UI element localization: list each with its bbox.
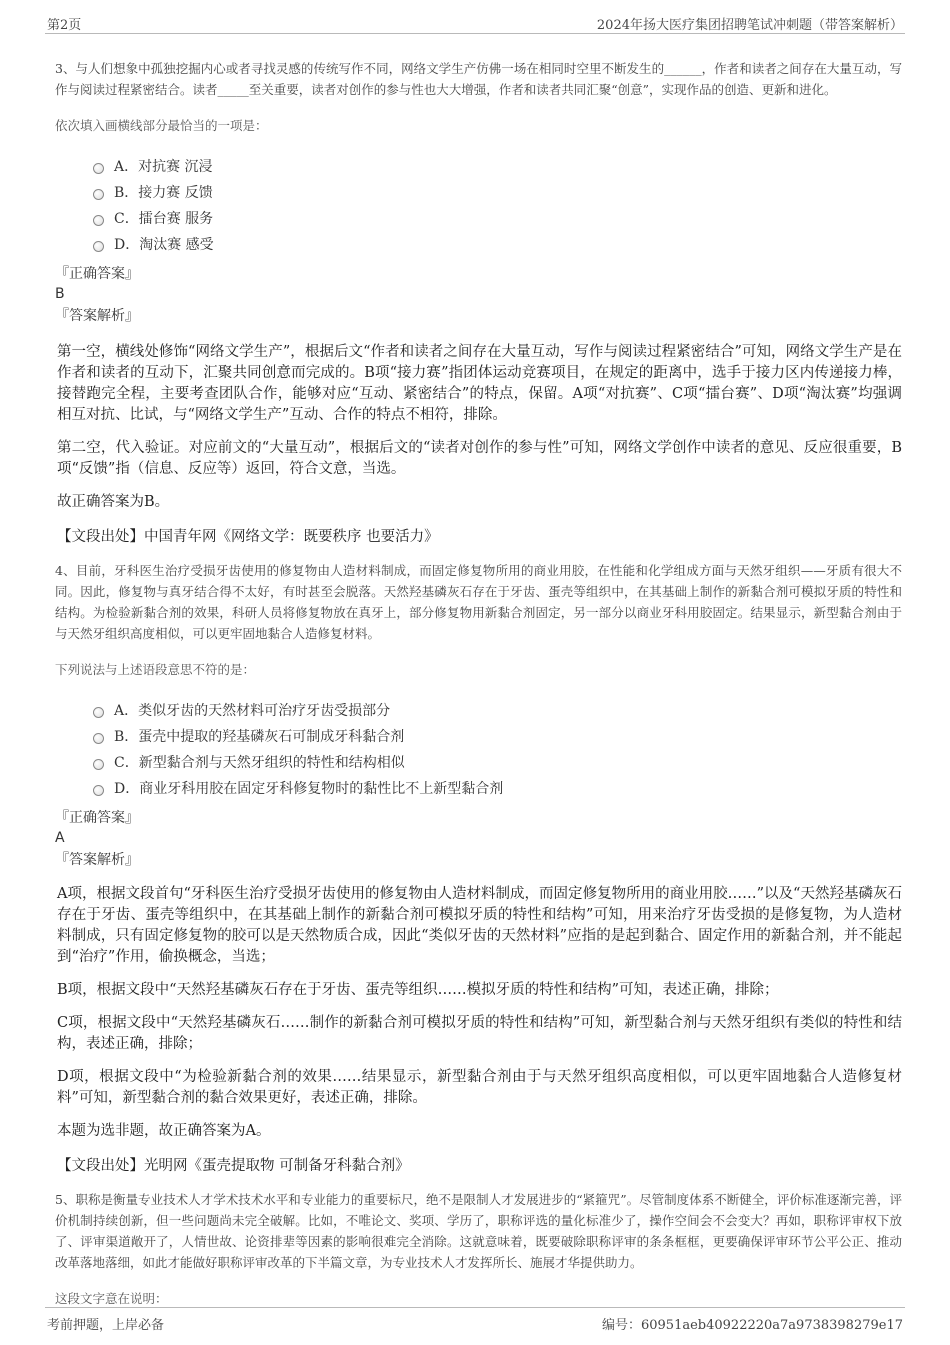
analysis-paragraph: 第二空，代入验证。对应前文的“大量互动”，根据后文的“读者对创作的参与性”可知，网络文学创作中读者的意见、反应很重要，B项“反馈”指（信息、反应等）返回，符合文意，当选。 [57,440,902,477]
question-3 [55,58,902,548]
option-b[interactable]: B．蛋壳中提取的羟基磷灰石可制成牙科黏合剂 [93,724,902,750]
option-a[interactable]: A．类似牙齿的天然材料可治疗牙齿受损部分 [93,698,902,724]
radio-icon[interactable] [93,785,104,796]
analysis-label: 『答案解析』 [55,852,139,868]
analysis-paragraph: 故正确答案为B。 [57,494,170,510]
analysis-paragraph: 第一空，横线处修饰“网络文学生产”，根据后文“作者和读者之间存在大量互动，写作与阅读过程紧密结合”可知，网络文学生产是在作者和读者的互动下，汇聚共同创意而完成的。B项“接力赛”指团体运动竞赛项目，在规定的距离中，选手于接力区内传递接力棒，接替跑完全程，主要考查团队合作，能够对应“互动、紧密结合”的特点，保留。A项“对抗赛”、C项“擂台赛”、D项“淘汰赛”均强调相互对抗、比试，与“网络文学生产”互动、合作的特点不相符，排除。 [57,344,902,423]
option-list [93,698,902,802]
question-prompt: 这段文字意在说明： [55,1291,168,1306]
main-content [55,58,902,1309]
page-footer [45,1307,905,1334]
page-number: 第2页 [47,18,82,33]
question-text: 4、目前，牙科医生治疗受损牙齿使用的修复物由人造材料制成，而固定修复物所用的商业用胶，在性能和化学组成方面与天然牙组织——牙质有很大不同。因此，修复物与真牙结合得不太好，有时甚至会脱落。天然羟基磷灰石存在于牙齿、蛋壳等组织中，在其基础上制作的新黏合剂可模拟牙质的特性和结构。为检验新黏合剂的效果，科研人员将修复物放在真牙上，部分修复物用新黏合剂固定，另一部分以商业牙科用胶固定。结果显示，新型黏合剂由于与天然牙组织高度相似，可以更牢固地黏合人造修复材料。 [55,563,902,641]
page-header [45,11,905,34]
correct-answer: B [55,286,65,302]
option-d[interactable]: D．商业牙科用胶在固定牙科修复物时的黏性比不上新型黏合剂 [93,776,902,802]
option-a[interactable]: A．对抗赛 沉浸 [93,154,902,180]
question-prompt: 下列说法与上述语段意思不符的是： [55,662,256,677]
analysis-paragraph: A项，根据文段首句“牙科医生治疗受损牙齿使用的修复物由人造材料制成，而固定修复物所用的商业用胶……”以及“天然羟基磷灰石存在于牙齿、蛋壳等组织中，在其基础上制作的新黏合剂可模拟牙质的特性和结构”可知，用来治疗牙齿受损的是修复物，为人造材料制成，只有固定修复物的胶可以是天然物质合成，因此“类似牙齿的天然材料”应指的是起到黏合、固定作用的新黏合剂，并不能起到“治疗”作用，偷换概念，当选； [57,886,902,965]
radio-icon[interactable] [93,215,104,226]
option-c[interactable]: C．擂台赛 服务 [93,206,902,232]
analysis-paragraph: B项，根据文段中“天然羟基磷灰石存在于牙齿、蛋壳等组织……模拟牙质的特性和结构”可知，表述正确，排除； [57,982,779,998]
option-list [93,154,902,258]
question-5 [55,1189,902,1309]
radio-icon[interactable] [93,733,104,744]
source-citation: 【文段出处】中国青年网《网络文学：既要秩序 也要活力》 [57,529,439,545]
radio-icon[interactable] [93,759,104,770]
correct-answer-label: 『正确答案』 [55,266,139,282]
analysis-label: 『答案解析』 [55,308,139,324]
option-c[interactable]: C．新型黏合剂与天然牙组织的特性和结构相似 [93,750,902,776]
option-d[interactable]: D．淘汰赛 感受 [93,232,902,258]
radio-icon[interactable] [93,241,104,252]
document-title: 2024年扬大医疗集团招聘笔试冲刺题（带答案解析） [596,18,903,33]
analysis-paragraph: 本题为选非题，故正确答案为A。 [57,1123,271,1139]
question-text: 5、职称是衡量专业技术人才学术技术水平和专业能力的重要标尺，绝不是限制人才发展进步的“紧箍咒”。尽管制度体系不断健全，评价标准逐渐完善，评价机制持续创新，但一些问题尚未完全破解。比如，不唯论文、奖项、学历了，职称评选的量化标准少了，操作空间会不会变大？再如，职称评审权下放了、评审渠道敞开了，人情世故、论资排辈等因素的影响很难完全消除。这就意味着，既要破除职称评审的条条框框，更要确保评审环节公平公正、推动改革落地落细，如此才能做好职称评审改革的下半篇文章，为专业技术人才发挥所长、施展才华提供助力。 [55,1192,902,1270]
radio-icon[interactable] [93,707,104,718]
document-serial: 编号：60951aeb40922220a7a9738398279e17 [601,1318,903,1333]
question-4 [55,560,902,1177]
question-prompt: 依次填入画横线部分最恰当的一项是： [55,118,268,133]
radio-icon[interactable] [93,163,104,174]
source-citation: 【文段出处】光明网《蛋壳提取物 可制备牙科黏合剂》 [57,1158,410,1174]
correct-answer-label: 『正确答案』 [55,810,139,826]
footer-slogan: 考前押题，上岸必备 [47,1318,165,1333]
radio-icon[interactable] [93,189,104,200]
question-text: 3、与人们想象中孤独挖掘内心或者寻找灵感的传统写作不同，网络文学生产仿佛一场在相同时空里不断发生的______，作者和读者之间存在大量互动，写作与阅读过程紧密结合。读者_____至关重要，读者对创作的参与性也大大增强，作者和读者共同汇聚“创意”，实现作品的创造、更新和进化。 [55,61,902,97]
analysis-paragraph: C项，根据文段中“天然羟基磷灰石……制作的新黏合剂可模拟牙质的特性和结构”可知，新型黏合剂与天然牙组织有类似的特性和结构，表述正确，排除； [57,1015,902,1052]
option-b[interactable]: B．接力赛 反馈 [93,180,902,206]
correct-answer: A [55,830,65,846]
analysis-paragraph: D项，根据文段中“为检验新黏合剂的效果……结果显示，新型黏合剂由于与天然牙组织高度相似，可以更牢固地黏合人造修复材料”可知，新型黏合剂的黏合效果更好，表述正确，排除。 [57,1069,902,1106]
